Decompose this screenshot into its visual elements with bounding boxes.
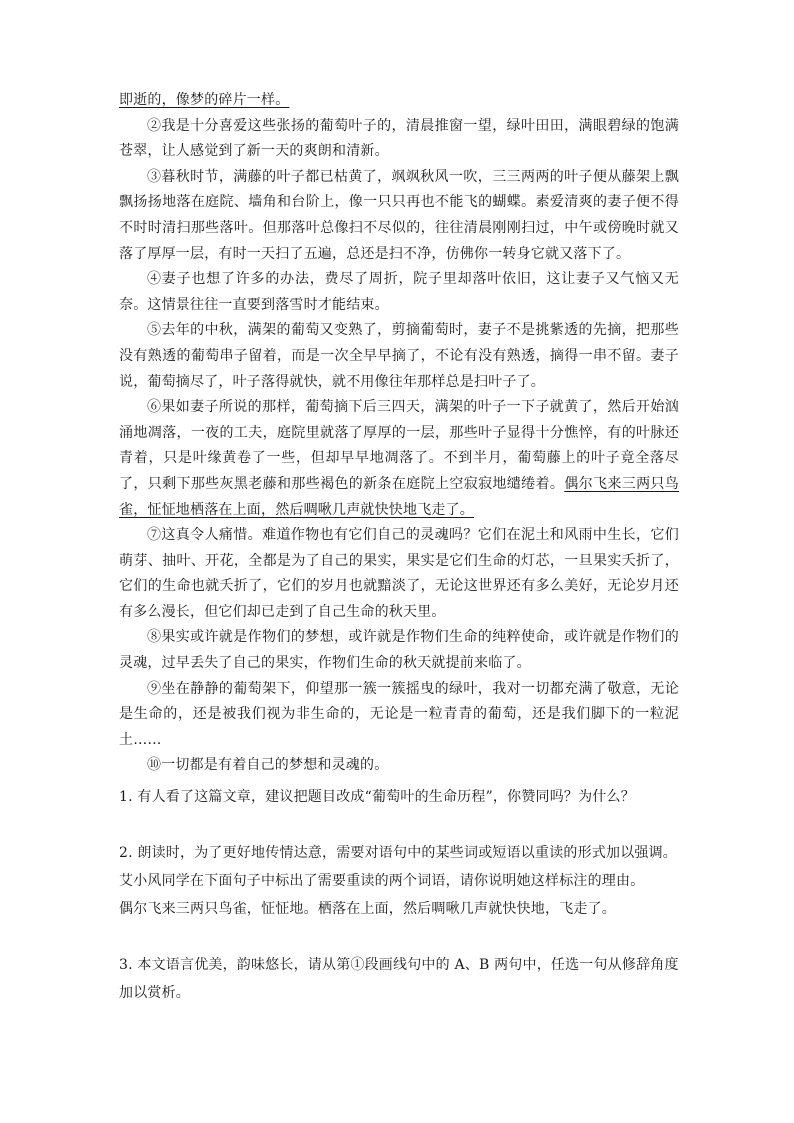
paragraph-8: ⑧果实或许就是作物们的梦想，或许就是作物们生命的纯粹使命，或许就是作物们的灵魂，过早丢失了自己的果实，作物们生命的秋天就提前来临了。 [119, 629, 679, 672]
question-2 [119, 839, 679, 923]
paragraph-6-underlined: 偶尔飞来三两只鸟雀，怔怔地栖落在上面，然后啁啾几声就快快地飞走了。 [119, 475, 679, 518]
paragraph-4: ④妻子也想了许多的办法，费尽了周折，院子里却落叶依旧，这让妻子又气恼又无奈。这情景往往一直要到落雪时才能结束。 [119, 271, 679, 313]
document-page [119, 88, 679, 1007]
paragraph-7: ⑦这真令人痛惜。难道作物也有它们自己的灵魂吗？它们在泥土和风雨中生长，它们萌芽、抽叶、开花，全都是为了自己的果实，果实是它们生命的灯芯，一旦果实夭折了，它们的生命也就夭折了，它们的岁月也就黯淡了，无论这世界还有多么美好，无论岁月还有多么漫长，但它们却已走到了自己生命的秋天里。 [119, 527, 679, 620]
paragraph-intro: 即逝的，像梦的碎片一样。 [119, 92, 290, 108]
paragraph-6-text: ⑥果如妻子所说的那样，葡萄摘下后三四天，满架的叶子一下子就黄了，然后开始汹涌地凋落，一夜的工夫，庭院里就落了厚厚的一层，那些叶子显得十分憔悴，有的叶脉还青着，只是叶缘黄卷了一些，但却早早地凋落了。不到半月，葡萄藤上的叶子竟全落尽了，只剩下那些灰黑老藤和那些褐色的新条在庭院上空寂寂地缱绻着。 [119, 399, 679, 492]
question-2-line-3: 偶尔飞来三两只鸟雀，怔怔地。栖落在上面，然后啁啾几声就快快地，飞走了。 [119, 901, 616, 918]
answer-space [119, 923, 679, 947]
answer-space [119, 811, 679, 835]
paragraph-6 [119, 395, 679, 523]
paragraph-3: ③暮秋时节，满藤的叶子都已枯黄了，飒飒秋风一吹，三三两两的叶子便从藤架上飘飘扬扬地落在庭院、墙角和台阶上，像一只只再也不能飞的蝴蝶。素爱清爽的妻子便不得不时时清扫那些落叶。但那落叶总像扫不尽似的，往往清晨刚刚扫过，中午或傍晚时就又落了厚厚一层，有时一天扫了五遍，总还是扫不净，仿佛你一转身它就又落下了。 [119, 168, 679, 262]
question-2-line-2: 艾小风同学在下面句子中标出了需要重读的两个词语，请你说明她这样标注的理由。 [119, 873, 645, 890]
question-1 [119, 783, 679, 811]
paragraph-2: ②我是十分喜爱这些张扬的葡萄叶子的，清晨推窗一望，绿叶田田，满眼碧绿的饱满苍翠，让人感觉到了新一天的爽朗和清新。 [119, 117, 679, 160]
paragraph-5: ⑤去年的中秋，满架的葡萄又变熟了，剪摘葡萄时，妻子不是挑紫透的先摘，把那些没有熟透的葡萄串子留着，而是一次全早早摘了，不论有没有熟透，摘得一串不留。妻子说，葡萄摘尽了，叶子落得就快，就不用像往年那样总是扫叶子了。 [119, 322, 679, 390]
question-2-line-1: 2. 朗读时，为了更好地传情达意，需要对语句中的某些词或短语以重读的形式加以强调。 [119, 845, 678, 862]
question-3 [119, 951, 679, 1007]
paragraph-9: ⑨坐在静静的葡萄架下，仰望那一簇一簇摇曳的绿叶，我对一切都充满了敬意，无论是生命的，还是被我们视为非生命的，无论是一粒青青的葡萄，还是我们脚下的一粒泥土…… [119, 680, 679, 748]
question-1-text: 1. 有人看了这篇文章，建议把题目改成“葡萄叶的生命历程”，你赞同吗？为什么？ [119, 789, 635, 806]
question-3-text: 3. 本文语言优美，韵味悠长，请从第①段画线句中的 A、B 两句中，任选一句从修辞角度加以赏析。 [119, 957, 679, 1002]
paragraph-10: ⑩一切都是有着自己的梦想和灵魂的。 [147, 757, 389, 774]
